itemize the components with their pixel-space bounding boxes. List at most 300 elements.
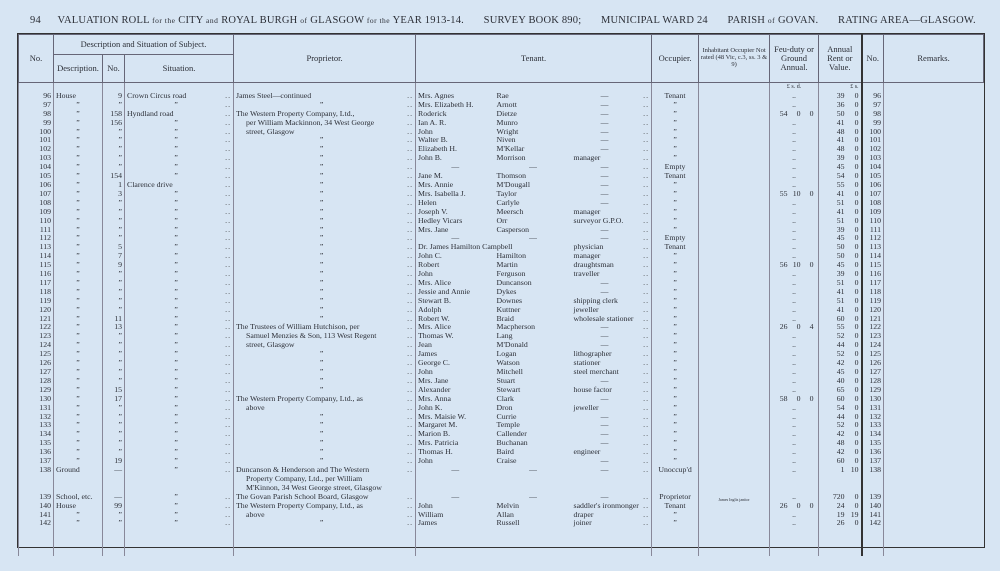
situation: ” .. (125, 502, 234, 511)
blank-cell (652, 528, 699, 556)
tenant-surname: Morrison (496, 153, 526, 163)
tenant-surname: Braid (496, 313, 514, 323)
remarks (884, 439, 984, 448)
description (54, 475, 103, 484)
rent-pounds: 45 (836, 233, 845, 243)
remarks (884, 243, 984, 252)
situation: ” .. (125, 395, 234, 404)
house-no: ” (103, 341, 125, 350)
situation: ” .. (125, 128, 234, 137)
rent-shillings: 0 (854, 518, 859, 528)
description: ” (54, 181, 103, 190)
feu-units: £ s. d. (770, 83, 819, 92)
proprietor: ” .. (234, 145, 416, 154)
house-no: ” (103, 234, 125, 243)
situation: ” .. (125, 413, 234, 422)
annual-rent (819, 466, 862, 475)
tenant-surname: Hamilton (496, 251, 526, 261)
remarks (884, 377, 984, 386)
inhabitant-occupier (699, 163, 770, 172)
tenant-first-name: Stewart B. (416, 297, 495, 306)
occupier: ” (652, 448, 699, 457)
proprietor: ” .. (234, 226, 416, 235)
situation: ” .. (125, 288, 234, 297)
rent-shillings: 0 (854, 197, 859, 207)
house-no (103, 475, 125, 484)
feu-duty: .. (770, 163, 819, 172)
rent-pounds: 44 (836, 340, 845, 350)
tenant-occupation: — (600, 144, 609, 154)
rent-pounds: 42 (836, 447, 845, 457)
annual-rent (819, 475, 862, 484)
tenant-surname: Clark (496, 393, 514, 403)
tenant-first-name: Alexander (416, 386, 495, 395)
tenant-occupation: — (600, 420, 609, 430)
tenant-surname: Stuart (496, 375, 516, 385)
rent-shillings: 0 (854, 500, 859, 510)
tenant-occupation: — (600, 438, 609, 448)
entry-no: 120 (19, 306, 54, 315)
tenant-surname: Callender (496, 429, 527, 439)
tenant-occupation: jeweller (573, 402, 599, 412)
situation: ” .. (125, 261, 234, 270)
inhabitant-occupier (699, 145, 770, 154)
description: ” (54, 519, 103, 528)
description: ” (54, 297, 103, 306)
tenant-first-name: John B. (416, 154, 495, 163)
house-no: 17 (103, 395, 125, 404)
feu-duty: .. (770, 466, 819, 475)
house-no: ” (103, 377, 125, 386)
proprietor: above .. (234, 511, 416, 520)
rent-pounds: 40 (836, 375, 845, 385)
description: ” (54, 359, 103, 368)
rent-pounds: 36 (836, 99, 845, 109)
entry-no: 127 (19, 368, 54, 377)
tenant-occupation: — (600, 464, 609, 474)
situation: ” .. (125, 341, 234, 350)
title-part: of (300, 16, 308, 25)
description: ” (54, 448, 103, 457)
remarks (884, 404, 984, 413)
description: ” (54, 511, 103, 520)
rent-shillings: 0 (854, 277, 859, 287)
inhabitant-occupier (699, 386, 770, 395)
description: Ground (54, 466, 103, 475)
remarks (884, 136, 984, 145)
entry-no-right: 99 (862, 119, 884, 128)
remarks (884, 341, 984, 350)
remarks (884, 172, 984, 181)
rent-shillings: 0 (854, 438, 859, 448)
situation: ” .. (125, 421, 234, 430)
entry-no-right: 135 (862, 439, 884, 448)
proprietor: The Western Property Company, Ltd., .. (234, 110, 416, 119)
tenant-occupation: stationer (573, 358, 601, 368)
situation: ” .. (125, 252, 234, 261)
title-part: for the (152, 16, 176, 25)
occupier: ” (652, 199, 699, 208)
situation: ” .. (125, 359, 234, 368)
tenant-first-name: John (416, 457, 495, 466)
feu-duty (770, 475, 819, 484)
col-tenant: Tenant. (416, 35, 652, 83)
inhabitant-occupier (699, 288, 770, 297)
occupier: Empty (652, 234, 699, 243)
rent-pounds: 50 (836, 251, 845, 261)
description: School, etc. (54, 493, 103, 502)
house-no: 154 (103, 172, 125, 181)
rent-shillings: 0 (854, 224, 859, 234)
remarks (884, 457, 984, 466)
proprietor: ” .. (234, 519, 416, 528)
proprietor: ” .. (234, 154, 416, 163)
table-row (19, 475, 984, 484)
entry-no: 110 (19, 217, 54, 226)
inhabitant-occupier (699, 315, 770, 324)
tenant-first-name: Mrs. Anna (416, 395, 495, 404)
situation: ” .. (125, 457, 234, 466)
situation: ” .. (125, 243, 234, 252)
rent-shillings: 0 (854, 135, 859, 145)
tenant-surname: Duncanson (496, 277, 532, 287)
remarks (884, 475, 984, 484)
rent-pounds: 41 (836, 286, 845, 296)
proprietor: ” .. (234, 368, 416, 377)
rent-shillings: 0 (854, 144, 859, 154)
tenant-first-name: Helen (416, 199, 495, 208)
house-no: ” (103, 154, 125, 163)
proprietor: per William Mackinnon, 34 West George .. (234, 119, 416, 128)
tenant-surname: Dron (496, 402, 513, 412)
feu-duty: 54 0 0 (770, 110, 819, 119)
table-row-blank (19, 528, 984, 556)
tenant-surname (495, 475, 572, 484)
tenant-occupation: — (600, 188, 609, 198)
tenant-occupation: shipping clerk (573, 295, 618, 305)
house-no: ” (103, 448, 125, 457)
tenant-occupation: — (600, 171, 609, 181)
entry-no-right: 110 (862, 217, 884, 226)
tenant-first-name: Roderick (416, 110, 495, 119)
situation: ” .. (125, 493, 234, 502)
feu-duty: .. (770, 234, 819, 243)
tenant-occupation: saddler's ironmonger (573, 500, 639, 510)
rent-pounds: 41 (836, 117, 845, 127)
tenant-first-name: Walter B. (416, 136, 495, 145)
rent-pounds: 45 (836, 260, 845, 270)
inhabitant-occupier (699, 279, 770, 288)
remarks (884, 190, 984, 199)
col-remarks: Remarks. (884, 35, 984, 83)
col-no: No. (19, 35, 54, 83)
entry-no-right: 116 (862, 270, 884, 279)
proprietor: ” .. (234, 457, 416, 466)
situation: ” .. (125, 306, 234, 315)
inhabitant-occupier (699, 154, 770, 163)
remarks (884, 181, 984, 190)
tenant-surname: Macpherson (496, 322, 536, 332)
description: ” (54, 439, 103, 448)
feu-duty: .. (770, 172, 819, 181)
feu-duty: .. (770, 519, 819, 528)
tenant-first-name: — (416, 234, 495, 243)
situation: ” .. (125, 315, 234, 324)
entry-no-right: 103 (862, 154, 884, 163)
tenant-surname: Craise (496, 456, 517, 466)
inhabitant-occupier (699, 92, 770, 101)
rent-pounds: 52 (836, 331, 845, 341)
feu-duty: .. (770, 288, 819, 297)
col-inhabitant-occupier: Inhabitant Occupier Not rated (48 Vic, c.3, ss. 3 & 9) (699, 35, 770, 83)
situation: ” .. (125, 439, 234, 448)
proprietor: ” .. (234, 377, 416, 386)
remarks (884, 466, 984, 475)
entry-no-right: 105 (862, 172, 884, 181)
tenant-surname: Munro (496, 117, 518, 127)
house-no: ” (103, 332, 125, 341)
entry-no-right: 112 (862, 234, 884, 243)
house-no: ” (103, 163, 125, 172)
entry-no-right: 106 (862, 181, 884, 190)
description: ” (54, 208, 103, 217)
rent-shillings: 0 (854, 322, 859, 332)
tenant-occupation: — (600, 117, 609, 127)
rent-shillings: 0 (854, 260, 859, 270)
occupier: ” (652, 154, 699, 163)
entry-no-right: 121 (862, 315, 884, 324)
entry-no: 133 (19, 421, 54, 430)
rent-pounds: 51 (836, 197, 845, 207)
tenant-first-name: Marion B. (416, 430, 495, 439)
entry-no-right: 100 (862, 128, 884, 137)
title-part: and (206, 16, 219, 25)
rent-pounds: 60 (836, 456, 845, 466)
house-no: 5 (103, 243, 125, 252)
rent-pounds: 51 (836, 295, 845, 305)
occupier: ” (652, 457, 699, 466)
house-no: 7 (103, 252, 125, 261)
house-no: ” (103, 439, 125, 448)
tenant-occupation: — (600, 224, 609, 234)
situation: ” .. (125, 323, 234, 332)
rent-pounds: 55 (836, 322, 845, 332)
feu-duty: 55 10 0 (770, 190, 819, 199)
rent-pounds: 54 (836, 402, 845, 412)
feu-duty: .. (770, 359, 819, 368)
description: ” (54, 110, 103, 119)
rent-shillings: 0 (854, 358, 859, 368)
remarks (884, 502, 984, 511)
blank-cell (819, 528, 862, 556)
occupier: ” (652, 368, 699, 377)
description: ” (54, 163, 103, 172)
tenant-occupation: — (600, 340, 609, 350)
col-description-group: Description and Situation of Subject. (54, 35, 234, 55)
tenant-surname: Taylor (496, 188, 517, 198)
col-description: Description. (54, 55, 103, 83)
entry-no-right: 141 (862, 511, 884, 520)
occupier: ” (652, 413, 699, 422)
blank-cell (19, 528, 54, 556)
entry-no: 126 (19, 359, 54, 368)
entry-no-right: 108 (862, 199, 884, 208)
entry-no: 117 (19, 279, 54, 288)
inhabitant-occupier (699, 413, 770, 422)
entry-no: 138 (19, 466, 54, 475)
proprietor: ” .. (234, 297, 416, 306)
tenant-first-name: John (416, 128, 495, 137)
tenant-occupation: joiner (573, 518, 592, 528)
proprietor: ” .. (234, 350, 416, 359)
occupier: Proprietor (652, 493, 699, 502)
proprietor: ” .. (234, 413, 416, 422)
occupier: ” (652, 421, 699, 430)
rent-pounds: 51 (836, 215, 845, 225)
inhabitant-occupier (699, 234, 770, 243)
inhabitant-occupier (699, 208, 770, 217)
description: ” (54, 128, 103, 137)
col-feu-duty: Feu-duty or Ground Annual. (770, 35, 819, 83)
tenant-occupation (572, 475, 638, 484)
occupier: ” (652, 511, 699, 520)
rent-shillings: 0 (854, 171, 859, 181)
feu-duty: .. (770, 101, 819, 110)
occupier: Tenant (652, 172, 699, 181)
feu-duty: .. (770, 493, 819, 502)
remarks (884, 421, 984, 430)
blank-cell (770, 528, 819, 556)
house-no: ” (103, 101, 125, 110)
house-no: 15 (103, 386, 125, 395)
house-no: — (103, 466, 125, 475)
entry-no: 96 (19, 92, 54, 101)
situation: ” .. (125, 350, 234, 359)
entry-no-right: 127 (862, 368, 884, 377)
remarks (884, 110, 984, 119)
feu-duty: 26 0 4 (770, 323, 819, 332)
rent-shillings: 0 (854, 411, 859, 421)
description: ” (54, 386, 103, 395)
entry-no: 108 (19, 199, 54, 208)
tenant-first-name: Margaret M. (416, 421, 495, 430)
tenant-surname: Temple (496, 420, 520, 430)
proprietor: ” .. (234, 181, 416, 190)
rent-pounds: 42 (836, 358, 845, 368)
rent-shillings: 0 (854, 429, 859, 439)
col-no-right: No. (862, 35, 884, 83)
rent-shillings: 0 (854, 117, 859, 127)
situation: Crown Circus road .. (125, 92, 234, 101)
feu-duty: .. (770, 430, 819, 439)
entry-no-right: 134 (862, 430, 884, 439)
inhabitant-occupier (699, 448, 770, 457)
tenant-occupation: — (600, 108, 609, 118)
rent-pounds: 42 (836, 429, 845, 439)
situation: ” .. (125, 199, 234, 208)
parish: PARISH (727, 15, 766, 26)
blank-cell (416, 528, 495, 556)
entry-no: 134 (19, 430, 54, 439)
tenant-occupation: — (600, 393, 609, 403)
occupier: ” (652, 110, 699, 119)
inhabitant-occupier (699, 199, 770, 208)
inhabitant-occupier (699, 457, 770, 466)
entry-no-right: 111 (862, 226, 884, 235)
rent-shillings: 0 (854, 242, 859, 252)
entry-no: 130 (19, 395, 54, 404)
entry-no-right: 132 (862, 413, 884, 422)
table-row (19, 519, 984, 528)
entry-no: 119 (19, 297, 54, 306)
tenant-surname: — (529, 233, 537, 243)
feu-duty: .. (770, 404, 819, 413)
inhabitant-occupier (699, 341, 770, 350)
remarks (884, 484, 984, 493)
occupier: ” (652, 226, 699, 235)
entry-no-right: 138 (862, 466, 884, 475)
house-no: 99 (103, 502, 125, 511)
entry-no-right: 97 (862, 101, 884, 110)
inhabitant-occupier: James Inglis janitor (699, 493, 770, 502)
tenant-first-name: John K. (416, 404, 495, 413)
description: ” (54, 430, 103, 439)
situation: ” .. (125, 226, 234, 235)
inhabitant-occupier (699, 359, 770, 368)
remarks (884, 101, 984, 110)
feu-duty: .. (770, 332, 819, 341)
entry-no: 105 (19, 172, 54, 181)
tenant-surname: Allan (496, 509, 514, 519)
entry-no: 118 (19, 288, 54, 297)
entry-no: 128 (19, 377, 54, 386)
house-no: ” (103, 359, 125, 368)
occupier: Tenant (652, 502, 699, 511)
tenant-occupation: — (600, 99, 609, 109)
entry-no-right: 140 (862, 502, 884, 511)
inhabitant-occupier (699, 368, 770, 377)
tenant-first-name: Mrs. Jane (416, 377, 495, 386)
proprietor: The Western Property Company, Ltd., as .. (234, 502, 416, 511)
dot-leader (638, 475, 652, 484)
description: ” (54, 413, 103, 422)
tenant-surname: Niven (496, 135, 516, 145)
rent-pounds: 48 (836, 438, 845, 448)
tenant-occupation: wholesale stationer (573, 313, 634, 323)
remarks (884, 288, 984, 297)
entry-no: 121 (19, 315, 54, 324)
tenant-surname: Arnott (496, 99, 517, 109)
house-no: ” (103, 288, 125, 297)
description: House (54, 502, 103, 511)
entry-no-right: 114 (862, 252, 884, 261)
description: ” (54, 457, 103, 466)
inhabitant-occupier (699, 306, 770, 315)
occupier: ” (652, 315, 699, 324)
feu-duty: .. (770, 208, 819, 217)
rent-pounds: 41 (836, 206, 845, 216)
entry-no-right: 119 (862, 297, 884, 306)
entry-no-right: 126 (862, 359, 884, 368)
proprietor: ” .. (234, 261, 416, 270)
description: ” (54, 270, 103, 279)
rent-pounds: 26 (836, 518, 845, 528)
tenant-surname: Dykes (496, 286, 517, 296)
remarks (884, 448, 984, 457)
rent-pounds: 39 (836, 269, 845, 279)
tenant-occupation: lithographer (573, 349, 612, 359)
feu-duty: .. (770, 136, 819, 145)
